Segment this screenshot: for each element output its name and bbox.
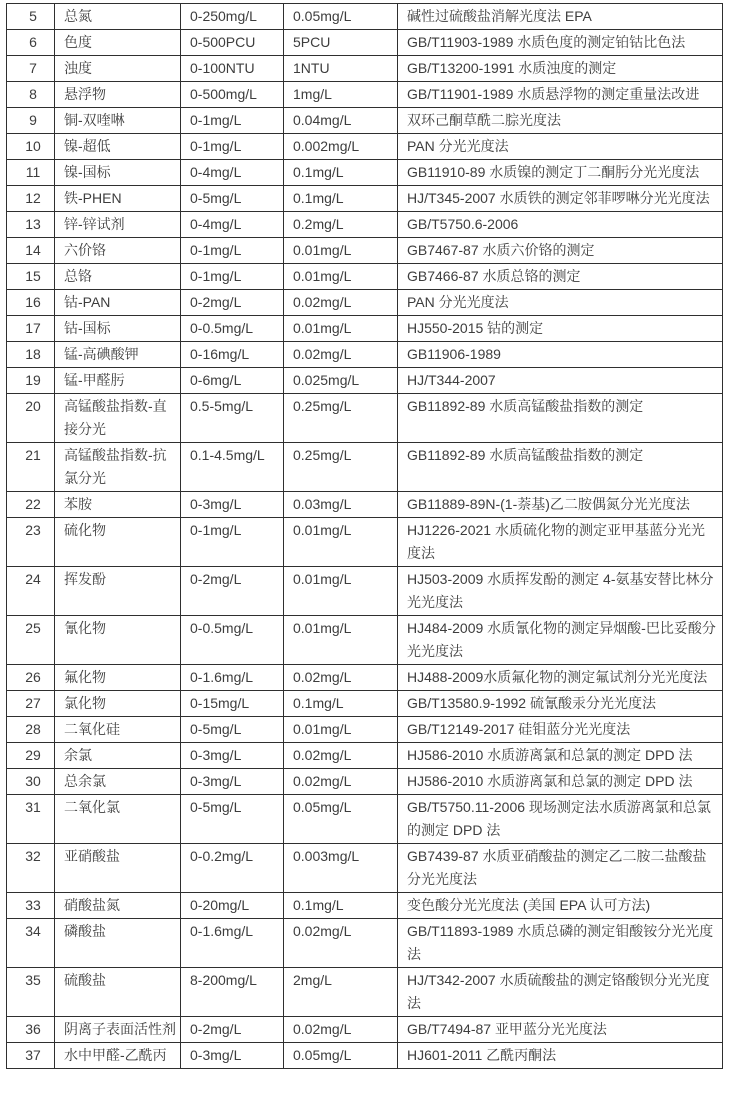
- range-cell: 0.1-4.5mg/L: [181, 443, 284, 492]
- table-row: [7, 919, 723, 968]
- method-cell: 变色酸分光光度法 (美国 EPA 认可方法): [398, 893, 723, 919]
- precision-cell: 0.1mg/L: [284, 691, 398, 717]
- table-row: [7, 4, 723, 30]
- table-row: [7, 316, 723, 342]
- precision-cell: 0.003mg/L: [284, 844, 398, 893]
- precision-cell: 0.02mg/L: [284, 919, 398, 968]
- row-number-cell: 20: [7, 394, 55, 443]
- precision-cell: 1mg/L: [284, 82, 398, 108]
- table-row: [7, 108, 723, 134]
- precision-cell: 0.02mg/L: [284, 342, 398, 368]
- method-cell: GB7466-87 水质总铬的测定: [398, 264, 723, 290]
- precision-cell: 0.025mg/L: [284, 368, 398, 394]
- precision-cell: 0.05mg/L: [284, 795, 398, 844]
- table-row: [7, 968, 723, 1017]
- parameter-name-cell: 锌-锌试剂: [55, 212, 181, 238]
- row-number-cell: 9: [7, 108, 55, 134]
- range-cell: 0-4mg/L: [181, 212, 284, 238]
- range-cell: 0-0.5mg/L: [181, 316, 284, 342]
- parameter-name-cell: 高锰酸盐指数-直接分光: [55, 394, 181, 443]
- precision-cell: 0.01mg/L: [284, 238, 398, 264]
- method-cell: HJ550-2015 钴的测定: [398, 316, 723, 342]
- range-cell: 0-0.5mg/L: [181, 616, 284, 665]
- row-number-cell: 18: [7, 342, 55, 368]
- precision-cell: 0.01mg/L: [284, 567, 398, 616]
- range-cell: 0-4mg/L: [181, 160, 284, 186]
- parameter-name-cell: 挥发酚: [55, 567, 181, 616]
- table-row: [7, 691, 723, 717]
- precision-cell: 1NTU: [284, 56, 398, 82]
- parameter-name-cell: 悬浮物: [55, 82, 181, 108]
- row-number-cell: 29: [7, 743, 55, 769]
- parameter-name-cell: 苯胺: [55, 492, 181, 518]
- precision-cell: 0.1mg/L: [284, 186, 398, 212]
- row-number-cell: 14: [7, 238, 55, 264]
- precision-cell: 0.01mg/L: [284, 616, 398, 665]
- row-number-cell: 22: [7, 492, 55, 518]
- row-number-cell: 25: [7, 616, 55, 665]
- method-cell: HJ586-2010 水质游离氯和总氯的测定 DPD 法: [398, 743, 723, 769]
- row-number-cell: 15: [7, 264, 55, 290]
- row-number-cell: 17: [7, 316, 55, 342]
- range-cell: 0-5mg/L: [181, 795, 284, 844]
- precision-cell: 5PCU: [284, 30, 398, 56]
- parameter-name-cell: 总氮: [55, 4, 181, 30]
- table-row: [7, 342, 723, 368]
- range-cell: 0-1mg/L: [181, 238, 284, 264]
- method-cell: GB/T5750.6-2006: [398, 212, 723, 238]
- method-cell: GB/T11901-1989 水质悬浮物的测定重量法改进: [398, 82, 723, 108]
- precision-cell: 0.02mg/L: [284, 743, 398, 769]
- table-row: [7, 665, 723, 691]
- table-row: [7, 212, 723, 238]
- row-number-cell: 16: [7, 290, 55, 316]
- method-cell: GB7439-87 水质亚硝酸盐的测定乙二胺二盐酸盐分光光度法: [398, 844, 723, 893]
- parameter-name-cell: 锰-甲醛肟: [55, 368, 181, 394]
- range-cell: 0-5mg/L: [181, 717, 284, 743]
- parameter-name-cell: 锰-高碘酸钾: [55, 342, 181, 368]
- range-cell: 0-2mg/L: [181, 567, 284, 616]
- precision-cell: 0.05mg/L: [284, 4, 398, 30]
- parameter-name-cell: 磷酸盐: [55, 919, 181, 968]
- table-row: [7, 394, 723, 443]
- row-number-cell: 30: [7, 769, 55, 795]
- range-cell: 0-1.6mg/L: [181, 919, 284, 968]
- range-cell: 0-3mg/L: [181, 492, 284, 518]
- method-cell: GB11892-89 水质高锰酸盐指数的测定: [398, 443, 723, 492]
- parameter-name-cell: 浊度: [55, 56, 181, 82]
- row-number-cell: 23: [7, 518, 55, 567]
- table-row: [7, 1017, 723, 1043]
- row-number-cell: 32: [7, 844, 55, 893]
- parameter-name-cell: 总铬: [55, 264, 181, 290]
- range-cell: 0-500mg/L: [181, 82, 284, 108]
- range-cell: 0-3mg/L: [181, 769, 284, 795]
- range-cell: 0-2mg/L: [181, 290, 284, 316]
- row-number-cell: 10: [7, 134, 55, 160]
- table-row: [7, 616, 723, 665]
- row-number-cell: 8: [7, 82, 55, 108]
- range-cell: 0-6mg/L: [181, 368, 284, 394]
- parameter-name-cell: 氟化物: [55, 665, 181, 691]
- table-row: [7, 443, 723, 492]
- method-cell: GB11910-89 水质镍的测定丁二酮肟分光光度法: [398, 160, 723, 186]
- range-cell: 0-16mg/L: [181, 342, 284, 368]
- parameter-name-cell: 硝酸盐氮: [55, 893, 181, 919]
- parameter-name-cell: 镍-国标: [55, 160, 181, 186]
- parameter-name-cell: 钴-PAN: [55, 290, 181, 316]
- range-cell: 0-1.6mg/L: [181, 665, 284, 691]
- table-row: [7, 82, 723, 108]
- table-body: [7, 4, 723, 1069]
- parameter-name-cell: 氰化物: [55, 616, 181, 665]
- method-cell: GB11889-89N-(1-萘基)乙二胺偶氮分光光度法: [398, 492, 723, 518]
- method-cell: 碱性过硫酸盐消解光度法 EPA: [398, 4, 723, 30]
- table-row: [7, 264, 723, 290]
- precision-cell: 0.25mg/L: [284, 394, 398, 443]
- parameter-name-cell: 二氧化硅: [55, 717, 181, 743]
- table-row: [7, 290, 723, 316]
- method-cell: GB/T12149-2017 硅钼蓝分光光度法: [398, 717, 723, 743]
- range-cell: 0.5-5mg/L: [181, 394, 284, 443]
- parameter-name-cell: 六价铬: [55, 238, 181, 264]
- row-number-cell: 34: [7, 919, 55, 968]
- table-row: [7, 795, 723, 844]
- method-cell: GB/T13580.9-1992 硫氰酸汞分光光度法: [398, 691, 723, 717]
- parameter-name-cell: 钴-国标: [55, 316, 181, 342]
- row-number-cell: 26: [7, 665, 55, 691]
- table-row: [7, 56, 723, 82]
- range-cell: 0-100NTU: [181, 56, 284, 82]
- method-cell: PAN 分光光度法: [398, 290, 723, 316]
- precision-cell: 0.05mg/L: [284, 1043, 398, 1069]
- table-row: [7, 238, 723, 264]
- precision-cell: 0.1mg/L: [284, 893, 398, 919]
- method-cell: GB/T13200-1991 水质浊度的测定: [398, 56, 723, 82]
- row-number-cell: 12: [7, 186, 55, 212]
- table-row: [7, 186, 723, 212]
- row-number-cell: 19: [7, 368, 55, 394]
- range-cell: 0-500PCU: [181, 30, 284, 56]
- parameter-name-cell: 水中甲醛-乙酰丙: [55, 1043, 181, 1069]
- parameter-name-cell: 余氯: [55, 743, 181, 769]
- precision-cell: 0.02mg/L: [284, 290, 398, 316]
- table-row: [7, 1043, 723, 1069]
- row-number-cell: 21: [7, 443, 55, 492]
- range-cell: 0-5mg/L: [181, 186, 284, 212]
- parameter-name-cell: 铁-PHEN: [55, 186, 181, 212]
- parameter-name-cell: 阴离子表面活性剂: [55, 1017, 181, 1043]
- row-number-cell: 5: [7, 4, 55, 30]
- range-cell: 0-0.2mg/L: [181, 844, 284, 893]
- method-cell: PAN 分光光度法: [398, 134, 723, 160]
- method-cell: HJ/T344-2007: [398, 368, 723, 394]
- range-cell: 0-250mg/L: [181, 4, 284, 30]
- method-cell: HJ488-2009水质氟化物的测定氟试剂分光光度法: [398, 665, 723, 691]
- range-cell: 0-1mg/L: [181, 134, 284, 160]
- method-cell: HJ/T345-2007 水质铁的测定邻菲啰啉分光光度法: [398, 186, 723, 212]
- method-cell: HJ484-2009 水质氰化物的测定异烟酸-巴比妥酸分光光度法: [398, 616, 723, 665]
- parameter-name-cell: 色度: [55, 30, 181, 56]
- row-number-cell: 11: [7, 160, 55, 186]
- row-number-cell: 33: [7, 893, 55, 919]
- method-cell: GB7467-87 水质六价铬的测定: [398, 238, 723, 264]
- parameter-name-cell: 高锰酸盐指数-抗氯分光: [55, 443, 181, 492]
- range-cell: 0-1mg/L: [181, 264, 284, 290]
- range-cell: 0-3mg/L: [181, 743, 284, 769]
- row-number-cell: 24: [7, 567, 55, 616]
- precision-cell: 0.01mg/L: [284, 717, 398, 743]
- method-cell: HJ601-2011 乙酰丙酮法: [398, 1043, 723, 1069]
- precision-cell: 0.02mg/L: [284, 1017, 398, 1043]
- table-row: [7, 518, 723, 567]
- method-cell: GB/T7494-87 亚甲蓝分光光度法: [398, 1017, 723, 1043]
- row-number-cell: 31: [7, 795, 55, 844]
- precision-cell: 0.02mg/L: [284, 665, 398, 691]
- table-row: [7, 743, 723, 769]
- parameter-name-cell: 总余氯: [55, 769, 181, 795]
- parameter-name-cell: 亚硝酸盐: [55, 844, 181, 893]
- row-number-cell: 13: [7, 212, 55, 238]
- precision-cell: 0.02mg/L: [284, 769, 398, 795]
- parameter-name-cell: 氯化物: [55, 691, 181, 717]
- parameter-name-cell: 硫酸盐: [55, 968, 181, 1017]
- row-number-cell: 36: [7, 1017, 55, 1043]
- precision-cell: 0.04mg/L: [284, 108, 398, 134]
- precision-cell: 0.2mg/L: [284, 212, 398, 238]
- precision-cell: 0.002mg/L: [284, 134, 398, 160]
- method-cell: GB/T5750.11-2006 现场测定法水质游离氯和总氯的测定 DPD 法: [398, 795, 723, 844]
- method-cell: HJ/T342-2007 水质硫酸盐的测定铬酸钡分光光度法: [398, 968, 723, 1017]
- table-row: [7, 30, 723, 56]
- method-cell: GB11892-89 水质高锰酸盐指数的测定: [398, 394, 723, 443]
- method-cell: 双环己酮草酰二腙光度法: [398, 108, 723, 134]
- method-cell: GB11906-1989: [398, 342, 723, 368]
- table-row: [7, 893, 723, 919]
- table-row: [7, 492, 723, 518]
- table-row: [7, 717, 723, 743]
- table-row: [7, 134, 723, 160]
- range-cell: 0-1mg/L: [181, 108, 284, 134]
- table-row: [7, 160, 723, 186]
- precision-cell: 0.1mg/L: [284, 160, 398, 186]
- row-number-cell: 28: [7, 717, 55, 743]
- method-cell: HJ503-2009 水质挥发酚的测定 4-氨基安替比林分光光度法: [398, 567, 723, 616]
- precision-cell: 2mg/L: [284, 968, 398, 1017]
- parameter-name-cell: 镍-超低: [55, 134, 181, 160]
- table-row: [7, 567, 723, 616]
- row-number-cell: 37: [7, 1043, 55, 1069]
- parameter-name-cell: 铜-双喹啉: [55, 108, 181, 134]
- table-row: [7, 368, 723, 394]
- table-row: [7, 769, 723, 795]
- range-cell: 0-2mg/L: [181, 1017, 284, 1043]
- parameter-name-cell: 二氧化氯: [55, 795, 181, 844]
- range-cell: 0-20mg/L: [181, 893, 284, 919]
- precision-cell: 0.03mg/L: [284, 492, 398, 518]
- range-cell: 0-1mg/L: [181, 518, 284, 567]
- range-cell: 0-3mg/L: [181, 1043, 284, 1069]
- method-cell: HJ586-2010 水质游离氯和总氯的测定 DPD 法: [398, 769, 723, 795]
- range-cell: 8-200mg/L: [181, 968, 284, 1017]
- precision-cell: 0.01mg/L: [284, 316, 398, 342]
- precision-cell: 0.01mg/L: [284, 518, 398, 567]
- method-cell: HJ1226-2021 水质硫化物的测定亚甲基蓝分光光度法: [398, 518, 723, 567]
- method-cell: GB/T11893-1989 水质总磷的测定钼酸铵分光光度法: [398, 919, 723, 968]
- range-cell: 0-15mg/L: [181, 691, 284, 717]
- row-number-cell: 35: [7, 968, 55, 1017]
- table-row: [7, 844, 723, 893]
- precision-cell: 0.25mg/L: [284, 443, 398, 492]
- water-quality-parameters-table: [6, 3, 723, 1069]
- precision-cell: 0.01mg/L: [284, 264, 398, 290]
- row-number-cell: 6: [7, 30, 55, 56]
- parameter-name-cell: 硫化物: [55, 518, 181, 567]
- row-number-cell: 7: [7, 56, 55, 82]
- row-number-cell: 27: [7, 691, 55, 717]
- method-cell: GB/T11903-1989 水质色度的测定铂钴比色法: [398, 30, 723, 56]
